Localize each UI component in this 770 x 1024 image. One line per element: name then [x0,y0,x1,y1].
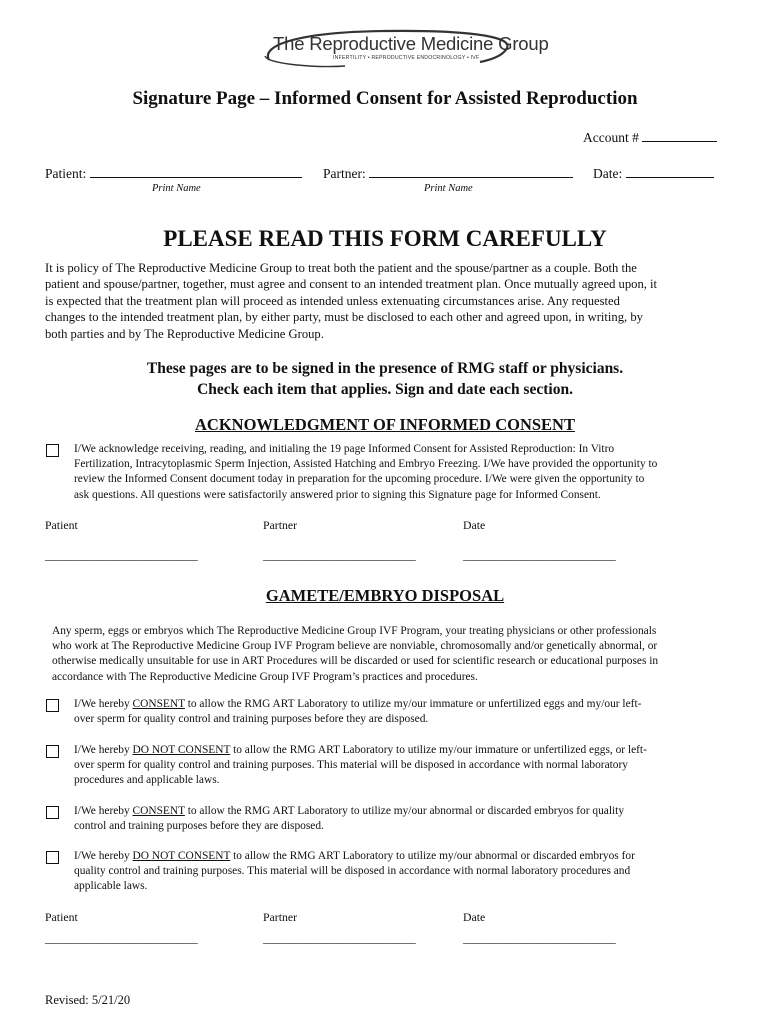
ack-line: review the Informed Consent document today in preparation for the upcoming procedure. I/We were given the opportunity to [74,473,645,486]
gamete-line: otherwise medically unsuitable for use in ART Procedures will be discarded or used for scientific research or educational purposes in [52,655,659,668]
consent-keyword: DO NOT CONSENT [132,850,231,862]
partner-label: Partner: [323,166,366,181]
partner-line [369,165,573,178]
consent-keyword: CONSENT [132,805,185,817]
gamete-date-label: Date [463,910,486,924]
no-consent-eggs-text: I/We hereby DO NOT CONSENT to allow the RMG ART Laboratory to utilize my/our immature or unfertilized eggs, or left- over sperm for quality control and training purposes. This material will be disposed in accordance with normal laboratory procedures and applicable laws. [74,744,647,787]
logo-tagline: INFERTILITY • REPRODUCTIVE ENDOCRINOLOGY • IVF [333,55,480,61]
ack-patient-label: Patient [45,518,78,532]
policy-line: patient and spouse/partner, together, must agree and consent to an intended treatment plan. Once mutually agreed upon, it [45,277,658,292]
gamete-line: Any sperm, eggs or embryos which The Reproductive Medicine Group IVF Program, your treating physicians or other professionals [52,625,657,637]
ack-line: Fertilization, Intracytoplasmic Sperm Injection, Assisted Hatching and Embryo Freezing. I/We have provided the opportunity to [74,458,658,471]
ack-date-label: Date [463,518,486,532]
account-label: Account # [583,130,639,145]
patient-line [90,165,302,178]
consent-keyword: DO NOT CONSENT [132,744,231,756]
partner-print-name: Print Name [424,183,473,194]
consent-embryos-checkbox[interactable] [46,806,59,819]
ack-line: ask questions. All questions were satisfactorily answered prior to signing this Signature page for Informed Consent. [74,488,601,501]
read-heading: PLEASE READ THIS FORM CAREFULLY [163,226,607,251]
revised-date: Revised: 5/21/20 [45,993,131,1007]
policy-line: changes to the intended treatment plan, by either party, must be disclosed to each other and agreed upon, in writing, by [45,310,643,325]
date-line [626,165,714,178]
ack-heading: ACKNOWLEDGMENT OF INFORMED CONSENT [195,415,575,434]
policy-paragraph [45,260,735,342]
signing-notice-line: Check each item that applies. Sign and date each section. [197,381,573,398]
gamete-line: accordance with The Reproductive Medicine Group IVF Program’s practices and procedures. [52,670,478,683]
page-title: Signature Page – Informed Consent for Assisted Reproduction [132,88,638,109]
ack-partner-signature-line[interactable]: _____________________________ [263,550,416,562]
consent-eggs-text: I/We hereby CONSENT to allow the RMG ART Laboratory to utilize my/our immature or unfertilized eggs and my/our left- over sperm for quality control and training purposes before they are disposed. [74,698,642,726]
ack-partner-label: Partner [263,518,298,532]
no-consent-eggs-checkbox[interactable] [46,745,59,758]
ack-line: I/We acknowledge receiving, reading, and initialing the 19 page Informed Consent for Assisted Reproduction: In Vitro [74,443,615,455]
date-label: Date: [593,166,623,181]
ack-checkbox[interactable] [46,444,59,457]
date-field[interactable] [593,165,714,182]
gamete-paragraph [52,624,752,685]
signing-notice [0,358,770,400]
no-consent-embryos-text: I/We hereby DO NOT CONSENT to allow the RMG ART Laboratory to utilize my/our abnormal or discarded embryos for quality control and training purposes. This material will be disposed in accordance with normal laboratory procedures and applicable laws. [74,850,635,893]
account-field[interactable] [583,129,717,146]
consent-embryos-text: I/We hereby CONSENT to allow the RMG ART Laboratory to utilize my/our abnormal or discarded embryos for quality control and training purposes before they are disposed. [74,805,625,833]
signing-notice-line: These pages are to be signed in the presence of RMG staff or physicians. [146,360,624,377]
consent-eggs-checkbox[interactable] [46,699,59,712]
gamete-patient-signature-line[interactable]: _____________________________ [45,933,198,945]
gamete-line: who work at The Reproductive Medicine Group IVF Program believe are nonviable, chromosomally and/or genetically abnormal, or [52,640,658,653]
logo-name: The Reproductive Medicine Group [273,33,549,54]
logo [255,26,549,72]
patient-label: Patient: [45,166,87,181]
no-consent-embryos-checkbox[interactable] [46,851,59,864]
gamete-patient-label: Patient [45,910,78,924]
consent-keyword: CONSENT [132,698,185,710]
policy-line: is expected that the treatment plan will proceed as intended unless extenuating circumstances arise. Any requested [45,293,620,308]
policy-line: It is policy of The Reproductive Medicine Group to treat both the patient and the spouse/partner as a couple. Both the [45,261,637,275]
policy-line: both parties and by The Reproductive Medicine Group. [45,326,324,341]
gamete-heading: GAMETE/EMBRYO DISPOSAL [265,586,505,605]
account-line [642,129,717,142]
gamete-date-signature-line[interactable]: _____________________________ [463,933,616,945]
patient-field[interactable] [45,165,302,182]
gamete-partner-signature-line[interactable]: _____________________________ [263,933,416,945]
gamete-partner-label: Partner [263,910,298,924]
ack-item-text [74,442,754,503]
ack-date-signature-line[interactable]: _____________________________ [463,550,616,562]
patient-print-name: Print Name [152,183,201,194]
ack-patient-signature-line[interactable]: _____________________________ [45,550,198,562]
partner-field[interactable] [323,165,573,182]
